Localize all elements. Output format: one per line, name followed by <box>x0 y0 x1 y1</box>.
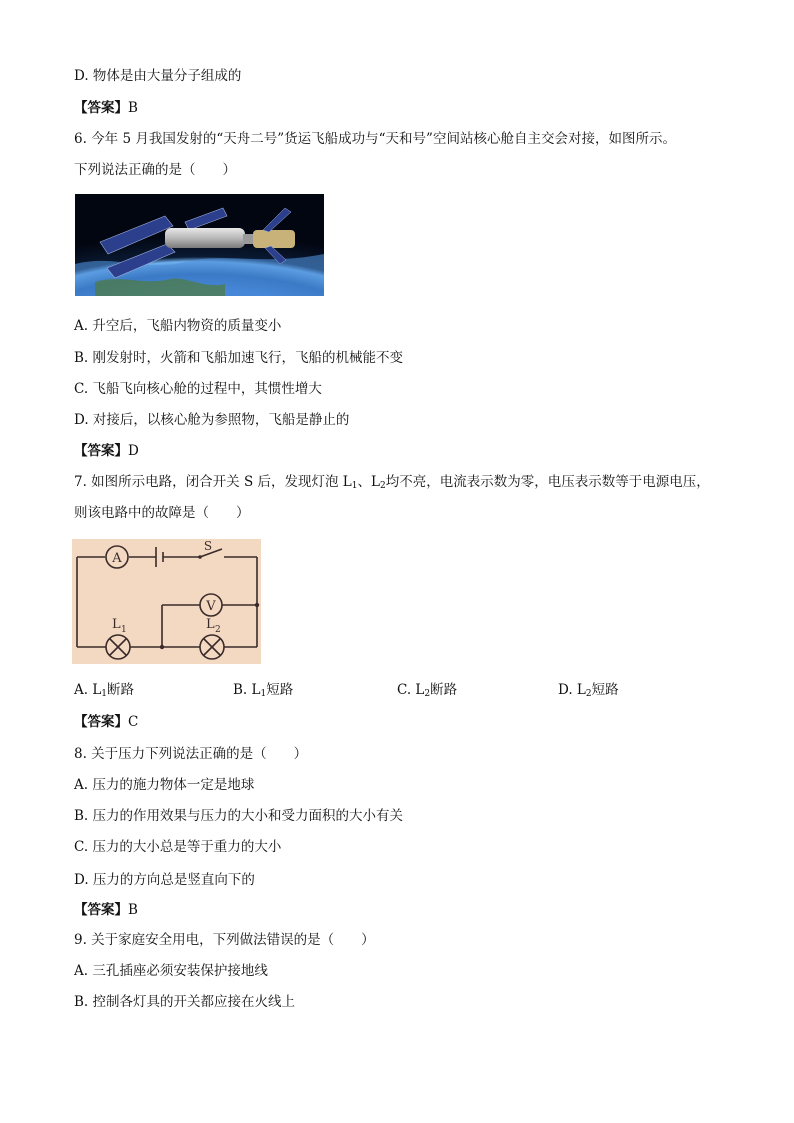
answer-value: B <box>128 100 138 116</box>
cargo-ship <box>253 230 295 248</box>
answer-label: 【答案】 <box>74 100 128 116</box>
q7-option-c <box>397 680 457 704</box>
q7-option-b <box>233 680 293 704</box>
sub-1: 1 <box>351 481 358 491</box>
answer-value: C <box>128 714 139 730</box>
answer-label: 【答案】 <box>74 902 128 918</box>
sub-2: 2 <box>424 689 431 699</box>
q9-option-b: B. 控制各灯具的开关都应接在火线上 <box>74 994 296 1010</box>
q7-text-b: 、L <box>357 474 380 490</box>
answer-7 <box>74 712 138 732</box>
junction-dot <box>255 603 259 607</box>
q6-option-c: C. 飞船飞向核心舱的过程中，其惯性增大 <box>74 381 322 397</box>
q6-option-d: D. 对接后，以核心舱为参照物，飞船是静止的 <box>74 412 350 428</box>
option-text: 断路 <box>107 682 135 698</box>
docking-port <box>243 234 253 244</box>
lamp2-label: L <box>206 617 215 632</box>
lamp1-sub: 1 <box>121 625 127 635</box>
q7-option-a <box>74 680 134 704</box>
switch-label: S <box>203 539 213 553</box>
answer-label: 【答案】 <box>74 443 128 459</box>
option-text: 短路 <box>591 682 619 698</box>
q8-option-b: B. 压力的作用效果与压力的大小和受力面积的大小有关 <box>74 808 404 824</box>
spacecraft-docking-image <box>75 194 324 296</box>
core-module <box>165 228 245 248</box>
ammeter-label: A <box>112 551 122 566</box>
q7-text-a: 7. 如图所示电路，闭合开关 S 后，发现灯泡 L <box>74 474 352 490</box>
answer-6 <box>74 441 139 461</box>
sub-2: 2 <box>585 689 592 699</box>
circuit-diagram <box>72 539 261 664</box>
q8-stem: 8. 关于压力下列说法正确的是（ ） <box>74 746 308 762</box>
q6-stem-line2: 下列说法正确的是（ ） <box>74 162 236 178</box>
answer-8 <box>74 900 138 920</box>
q6-option-b: B. 刚发射时，火箭和飞船加速飞行，飞船的机械能不变 <box>74 350 404 366</box>
sub-1: 1 <box>260 689 267 699</box>
q8-option-c: C. 压力的大小总是等于重力的大小 <box>74 839 282 855</box>
answer-5 <box>74 98 138 118</box>
q5-option-d: D. 物体是由大量分子组成的 <box>74 68 242 84</box>
option-prefix: C. L <box>397 682 425 698</box>
option-text: 短路 <box>266 682 294 698</box>
switch-pivot <box>198 555 202 559</box>
answer-value: B <box>128 902 138 918</box>
q8-option-d: D. 压力的方向总是竖直向下的 <box>74 872 255 888</box>
answer-value: D <box>128 443 139 459</box>
lamp1-label: L <box>112 617 121 632</box>
q8-option-a: A. 压力的施力物体一定是地球 <box>74 777 255 793</box>
q9-option-a: A. 三孔插座必须安装保护接地线 <box>74 963 268 979</box>
q7-stem-line2: 则该电路中的故障是（ ） <box>74 505 250 521</box>
q6-stem-line1: 6. 今年 5 月我国发射的“天舟二号”货运飞船成功与“天和号”空间站核心舱自主交会对接，如图所示。 <box>74 131 676 147</box>
voltmeter-label: V <box>206 599 216 614</box>
option-prefix: B. L <box>233 682 261 698</box>
q7-stem-line1 <box>74 472 710 496</box>
lamp2-sub: 2 <box>215 625 221 635</box>
option-prefix: D. L <box>558 682 586 698</box>
q7-option-d <box>558 680 619 704</box>
option-text: 断路 <box>430 682 458 698</box>
option-prefix: A. L <box>74 682 102 698</box>
sub-1: 1 <box>101 689 108 699</box>
q7-text-c: 均不亮，电流表示数为零，电压表示数等于电源电压， <box>385 474 710 490</box>
q9-stem: 9. 关于家庭安全用电，下列做法错误的是（ ） <box>74 932 375 948</box>
q6-option-a: A. 升空后，飞船内物资的质量变小 <box>74 318 282 334</box>
junction-dot <box>160 645 164 649</box>
sub-2: 2 <box>379 481 386 491</box>
answer-label: 【答案】 <box>74 714 128 730</box>
